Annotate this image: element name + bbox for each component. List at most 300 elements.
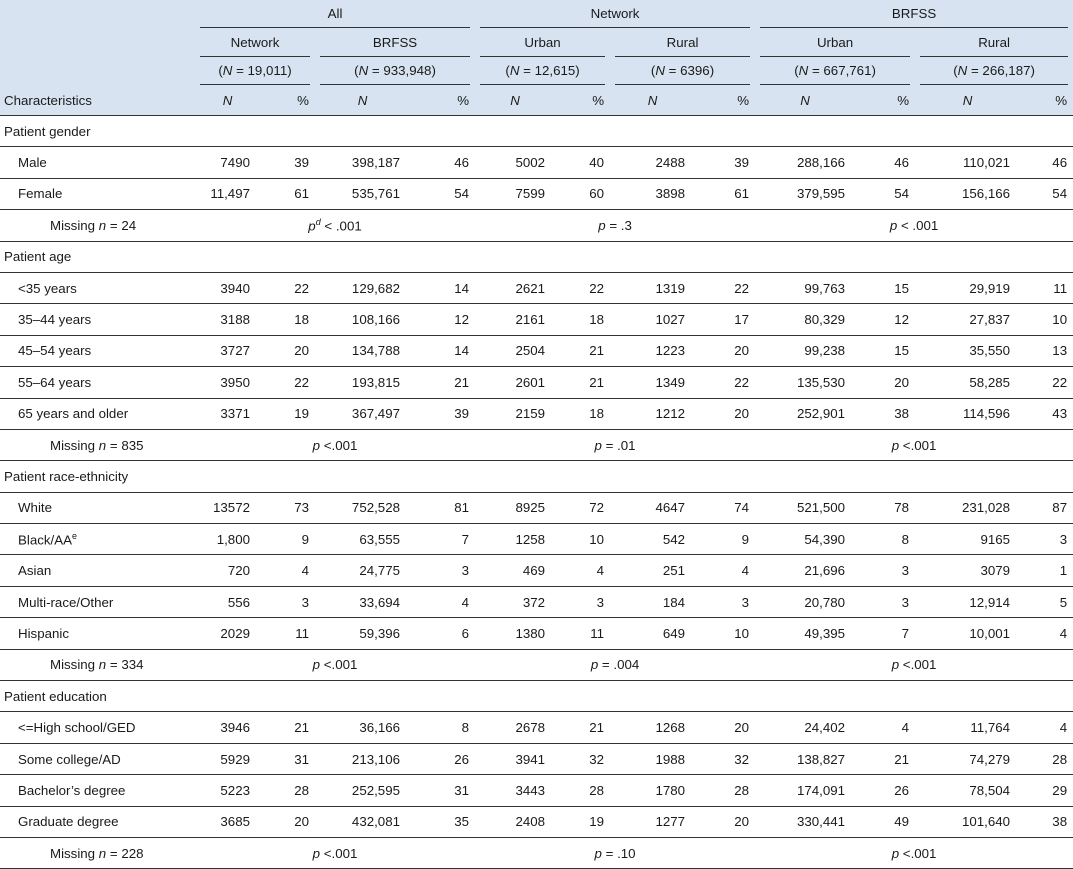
n-cell: 367,497 — [315, 398, 410, 429]
pct-cell: 15 — [855, 335, 915, 366]
missing-count: 24 — [121, 217, 137, 233]
pct-cell: 11 — [555, 618, 610, 649]
pct-cell: 18 — [555, 398, 610, 429]
subgroup-all-network: Network — [200, 30, 310, 57]
n-cell: 1349 — [610, 367, 695, 398]
missing-row — [0, 429, 1073, 460]
col-pct-header: % — [592, 93, 605, 109]
missing-label-cell: Missing n = 228 — [0, 837, 195, 868]
row-label: <=High school/GED — [18, 720, 136, 736]
subgroup-network-rural: Rural — [615, 30, 750, 57]
n-cell: 752,528 — [315, 492, 410, 523]
p-value: = .004 — [598, 657, 640, 673]
row-label-cell — [0, 712, 195, 743]
table-row — [0, 367, 1073, 398]
p-value-all — [195, 429, 475, 460]
pct-cell: 7 — [855, 618, 915, 649]
n-cell: 5002 — [475, 147, 555, 178]
pct-cell: 5 — [1020, 586, 1073, 617]
subgroup-brfss-urban: Urban — [760, 30, 910, 57]
n-cell: 99,238 — [755, 335, 855, 366]
pct-cell: 81 — [410, 492, 475, 523]
pct-cell: 31 — [260, 743, 315, 774]
n-cell: 398,187 — [315, 147, 410, 178]
p-value: <.001 — [320, 657, 358, 673]
n-cell: 80,329 — [755, 304, 855, 335]
p-symbol: p — [590, 657, 599, 673]
pct-cell: 21 — [410, 367, 475, 398]
pct-cell: 10 — [695, 618, 755, 649]
n-cell: 3188 — [195, 304, 260, 335]
row-label: Bachelor’s degree — [18, 782, 126, 798]
table-row — [0, 147, 1073, 178]
n-symbol: N — [798, 63, 809, 79]
pct-cell: 20 — [695, 712, 755, 743]
row-label-cell — [0, 147, 195, 178]
pct-cell: 21 — [855, 743, 915, 774]
row-label: 65 years and older — [18, 406, 129, 422]
row-label: Male — [18, 155, 47, 171]
n-cell: 101,640 — [915, 806, 1020, 837]
pct-cell: 28 — [1020, 743, 1073, 774]
pct-cell: 31 — [410, 775, 475, 806]
sample-size-value: 933,948 — [383, 63, 432, 79]
n-cell: 1319 — [610, 272, 695, 303]
table-row — [0, 178, 1073, 209]
eq-sign: = — [967, 63, 983, 79]
p-value-brfss — [755, 210, 1073, 241]
pct-cell: 9 — [695, 524, 755, 555]
pct-cell: 28 — [260, 775, 315, 806]
pct-cell: 49 — [855, 806, 915, 837]
n-cell: 11,764 — [915, 712, 1020, 743]
sample-size: (N = 6396) — [615, 58, 750, 85]
pct-cell: 21 — [555, 335, 610, 366]
pct-cell: 21 — [555, 712, 610, 743]
p-symbol: p — [891, 845, 900, 861]
n-cell: 27,837 — [915, 304, 1020, 335]
row-label: Hispanic — [18, 625, 69, 641]
n-cell: 9165 — [915, 524, 1020, 555]
sample-size: (N = 667,761) — [760, 58, 910, 85]
pct-cell: 39 — [695, 147, 755, 178]
pct-cell: 1 — [1020, 555, 1073, 586]
n-cell: 54,390 — [755, 524, 855, 555]
pct-cell: 20 — [695, 335, 755, 366]
pct-cell: 26 — [855, 775, 915, 806]
col-pct-header: % — [457, 93, 470, 109]
missing-row — [0, 210, 1073, 241]
pct-cell: 19 — [555, 806, 610, 837]
n-cell: 134,788 — [315, 335, 410, 366]
col-n-header: N — [800, 92, 810, 108]
p-value: = .3 — [605, 217, 632, 233]
pct-cell: 4 — [695, 555, 755, 586]
sample-size-value: 19,011 — [247, 63, 288, 79]
pct-cell: 32 — [555, 743, 610, 774]
missing-count: 228 — [121, 845, 144, 861]
table-row — [0, 555, 1073, 586]
n-cell: 5223 — [195, 775, 260, 806]
row-label-cell — [0, 335, 195, 366]
pct-cell: 46 — [855, 147, 915, 178]
p-value-brfss — [755, 649, 1073, 680]
pct-cell: 38 — [1020, 806, 1073, 837]
missing-label: Missing — [50, 217, 96, 233]
row-label: 45–54 years — [18, 343, 92, 359]
missing-count: 334 — [121, 657, 144, 673]
p-value-network — [475, 837, 755, 868]
row-label: Multi-race/Other — [18, 594, 114, 610]
pct-cell: 72 — [555, 492, 610, 523]
n-cell: 1027 — [610, 304, 695, 335]
p-symbol: p — [891, 657, 900, 673]
pct-cell: 40 — [555, 147, 610, 178]
missing-label-cell: Missing n = 835 — [0, 429, 195, 460]
n-cell: 33,694 — [315, 586, 410, 617]
pct-cell: 8 — [855, 524, 915, 555]
n-cell: 542 — [610, 524, 695, 555]
pct-cell: 14 — [410, 272, 475, 303]
p-value-all — [195, 210, 475, 241]
p-value-all — [195, 837, 475, 868]
pct-cell: 78 — [855, 492, 915, 523]
eq-sign: = — [368, 63, 384, 79]
group-brfss: BRFSS — [760, 1, 1068, 28]
table-row — [0, 743, 1073, 774]
row-label-cell — [0, 304, 195, 335]
p-symbol: p — [598, 217, 606, 233]
n-cell: 1780 — [610, 775, 695, 806]
n-cell: 59,396 — [315, 618, 410, 649]
n-symbol: N — [358, 63, 369, 79]
sample-size-value: 667,761 — [823, 63, 872, 79]
eq-sign: = — [232, 63, 248, 79]
n-cell: 2488 — [610, 147, 695, 178]
pct-cell: 3 — [410, 555, 475, 586]
pct-cell: 87 — [1020, 492, 1073, 523]
pct-cell: 60 — [555, 178, 610, 209]
row-label: 35–44 years — [18, 312, 92, 328]
footnote-marker: d — [315, 217, 321, 228]
pct-cell: 4 — [260, 555, 315, 586]
section-header-row — [0, 461, 1073, 492]
n-cell: 1223 — [610, 335, 695, 366]
pct-cell: 6 — [410, 618, 475, 649]
p-symbol: p — [312, 437, 321, 453]
row-label: Black/AA — [18, 532, 72, 548]
n-letter: n — [98, 217, 107, 233]
p-symbol: p — [594, 437, 602, 453]
pct-cell: 19 — [260, 398, 315, 429]
pct-cell: 32 — [695, 743, 755, 774]
n-letter: n — [98, 657, 107, 673]
col-pct-header: % — [297, 93, 309, 109]
pct-cell: 4 — [555, 555, 610, 586]
n-symbol: N — [655, 63, 665, 79]
missing-label: Missing — [50, 437, 96, 453]
n-cell: 432,081 — [315, 806, 410, 837]
pct-cell: 13 — [1020, 335, 1073, 366]
pct-cell: 14 — [410, 335, 475, 366]
pct-cell: 21 — [260, 712, 315, 743]
pct-cell: 17 — [695, 304, 755, 335]
section-title: Patient age — [0, 241, 1073, 272]
pct-cell: 38 — [855, 398, 915, 429]
row-label-cell — [0, 743, 195, 774]
n-cell: 8925 — [475, 492, 555, 523]
p-value-network — [475, 429, 755, 460]
n-cell: 1380 — [475, 618, 555, 649]
pct-cell: 43 — [1020, 398, 1073, 429]
missing-row — [0, 837, 1073, 868]
subgroup-all-brfss: BRFSS — [320, 30, 470, 57]
row-label: Graduate degree — [18, 814, 119, 830]
table-row — [0, 712, 1073, 743]
n-cell: 7599 — [475, 178, 555, 209]
table-row — [0, 586, 1073, 617]
sample-size: (N = 19,011) — [200, 58, 310, 85]
pct-cell: 20 — [695, 398, 755, 429]
missing-label-cell: Missing n = 24 — [0, 210, 195, 241]
sample-size-value: 266,187 — [982, 63, 1031, 79]
group-network: Network — [480, 1, 750, 28]
n-cell: 174,091 — [755, 775, 855, 806]
n-cell: 2029 — [195, 618, 260, 649]
pct-cell: 3 — [555, 586, 610, 617]
n-cell: 3443 — [475, 775, 555, 806]
pct-cell: 3 — [260, 586, 315, 617]
n-cell: 372 — [475, 586, 555, 617]
sample-size-value: 12,615 — [534, 63, 576, 79]
n-cell: 535,761 — [315, 178, 410, 209]
pct-cell: 4 — [1020, 618, 1073, 649]
n-cell: 114,596 — [915, 398, 1020, 429]
pct-cell: 4 — [410, 586, 475, 617]
p-symbol: p — [889, 217, 898, 233]
characteristics-header: Characteristics — [0, 86, 195, 115]
n-cell: 2504 — [475, 335, 555, 366]
n-cell: 1212 — [610, 398, 695, 429]
section-title: Patient race-ethnicity — [0, 461, 1073, 492]
pct-cell: 54 — [410, 178, 475, 209]
n-cell: 1,800 — [195, 524, 260, 555]
col-n-header: N — [357, 92, 368, 108]
n-cell: 2161 — [475, 304, 555, 335]
row-label-cell — [0, 618, 195, 649]
eq-sign: = — [519, 63, 535, 79]
pct-cell: 73 — [260, 492, 315, 523]
table-header — [0, 0, 1073, 116]
n-cell: 193,815 — [315, 367, 410, 398]
n-cell: 1258 — [475, 524, 555, 555]
section-header-row — [0, 241, 1073, 272]
pct-cell: 7 — [410, 524, 475, 555]
p-value-network — [475, 649, 755, 680]
n-symbol: N — [957, 63, 968, 79]
pct-cell: 39 — [260, 147, 315, 178]
n-cell: 3898 — [610, 178, 695, 209]
n-cell: 138,827 — [755, 743, 855, 774]
pct-cell: 21 — [555, 367, 610, 398]
n-cell: 3079 — [915, 555, 1020, 586]
pct-cell: 3 — [695, 586, 755, 617]
n-cell: 110,021 — [915, 147, 1020, 178]
n-cell: 3946 — [195, 712, 260, 743]
pct-cell: 22 — [260, 367, 315, 398]
pct-cell: 12 — [855, 304, 915, 335]
pct-cell: 4 — [1020, 712, 1073, 743]
sample-size-value: 6396 — [680, 63, 710, 79]
pct-cell: 46 — [410, 147, 475, 178]
p-value: <.001 — [899, 845, 937, 861]
n-cell: 36,166 — [315, 712, 410, 743]
table-row — [0, 524, 1073, 555]
missing-label: Missing — [50, 845, 96, 861]
row-label-cell — [0, 586, 195, 617]
n-cell: 7490 — [195, 147, 260, 178]
row-label-cell — [0, 367, 195, 398]
n-cell: 3371 — [195, 398, 260, 429]
pct-cell: 10 — [1020, 304, 1073, 335]
n-cell: 3941 — [475, 743, 555, 774]
col-pct-header: % — [1055, 93, 1068, 109]
table-row — [0, 272, 1073, 303]
pct-cell: 4 — [855, 712, 915, 743]
sample-size: (N = 12,615) — [480, 58, 605, 85]
col-n-header: N — [222, 92, 233, 108]
n-cell: 58,285 — [915, 367, 1020, 398]
pct-cell: 26 — [410, 743, 475, 774]
pct-cell: 22 — [695, 367, 755, 398]
group-all: All — [200, 1, 470, 28]
pct-cell: 3 — [855, 586, 915, 617]
p-symbol: p — [891, 437, 900, 453]
n-cell: 4647 — [610, 492, 695, 523]
pct-cell: 22 — [1020, 367, 1073, 398]
pct-cell: 28 — [695, 775, 755, 806]
pct-cell: 28 — [555, 775, 610, 806]
n-cell: 379,595 — [755, 178, 855, 209]
p-symbol: p — [312, 845, 321, 861]
table-body — [0, 116, 1073, 869]
n-cell: 12,914 — [915, 586, 1020, 617]
row-label: 55–64 years — [18, 374, 92, 390]
section-title: Patient education — [0, 681, 1073, 712]
p-value: < .001 — [897, 217, 939, 233]
n-cell: 330,441 — [755, 806, 855, 837]
n-cell: 63,555 — [315, 524, 410, 555]
row-label-cell — [0, 806, 195, 837]
pct-cell: 74 — [695, 492, 755, 523]
pct-cell: 3 — [1020, 524, 1073, 555]
section-title: Patient gender — [0, 116, 1073, 147]
col-pct-header: % — [737, 93, 750, 109]
pct-cell: 3 — [855, 555, 915, 586]
eq-sign: = — [664, 63, 681, 79]
n-cell: 288,166 — [755, 147, 855, 178]
pct-cell: 20 — [260, 806, 315, 837]
n-cell: 2601 — [475, 367, 555, 398]
p-value: = .01 — [601, 437, 636, 453]
n-cell: 49,395 — [755, 618, 855, 649]
sample-size: (N = 933,948) — [320, 58, 470, 85]
p-value: < .001 — [320, 218, 362, 234]
p-symbol: p — [594, 845, 602, 861]
pct-cell: 54 — [855, 178, 915, 209]
row-label: White — [18, 500, 52, 516]
missing-label-cell: Missing n = 334 — [0, 649, 195, 680]
table-row — [0, 806, 1073, 837]
n-cell: 3950 — [195, 367, 260, 398]
row-label-cell — [0, 178, 195, 209]
table-row — [0, 398, 1073, 429]
n-cell: 252,901 — [755, 398, 855, 429]
pct-cell: 61 — [260, 178, 315, 209]
n-cell: 2621 — [475, 272, 555, 303]
eq-sign: = — [808, 63, 824, 79]
pct-cell: 35 — [410, 806, 475, 837]
n-cell: 649 — [610, 618, 695, 649]
p-value: <.001 — [899, 657, 937, 673]
n-cell: 21,696 — [755, 555, 855, 586]
pct-cell: 18 — [260, 304, 315, 335]
table-row — [0, 335, 1073, 366]
n-cell: 720 — [195, 555, 260, 586]
row-label-cell — [0, 398, 195, 429]
n-cell: 2678 — [475, 712, 555, 743]
section-header-row — [0, 681, 1073, 712]
n-cell: 10,001 — [915, 618, 1020, 649]
n-cell: 3940 — [195, 272, 260, 303]
footnote-marker: e — [71, 531, 77, 542]
subgroup-network-urban: Urban — [480, 30, 605, 57]
sample-size: (N = 266,187) — [920, 58, 1068, 85]
n-cell: 521,500 — [755, 492, 855, 523]
pct-cell: 29 — [1020, 775, 1073, 806]
p-value: <.001 — [899, 437, 937, 453]
n-cell: 5929 — [195, 743, 260, 774]
missing-label: Missing — [50, 657, 96, 673]
n-cell: 35,550 — [915, 335, 1020, 366]
pct-cell: 61 — [695, 178, 755, 209]
pct-cell: 39 — [410, 398, 475, 429]
pct-cell: 12 — [410, 304, 475, 335]
n-cell: 2408 — [475, 806, 555, 837]
section-header-row — [0, 116, 1073, 147]
pct-cell: 9 — [260, 524, 315, 555]
n-cell: 108,166 — [315, 304, 410, 335]
n-cell: 78,504 — [915, 775, 1020, 806]
missing-count: 835 — [121, 437, 144, 453]
missing-row — [0, 649, 1073, 680]
n-cell: 469 — [475, 555, 555, 586]
pct-cell: 20 — [260, 335, 315, 366]
n-cell: 74,279 — [915, 743, 1020, 774]
n-cell: 3727 — [195, 335, 260, 366]
n-cell: 29,919 — [915, 272, 1020, 303]
table-row — [0, 304, 1073, 335]
p-value: = .10 — [601, 845, 636, 861]
p-value: <.001 — [320, 845, 358, 861]
row-label: Asian — [18, 563, 52, 579]
row-label-cell — [0, 775, 195, 806]
pct-cell: 11 — [260, 618, 315, 649]
n-symbol: N — [509, 63, 520, 79]
n-cell: 1277 — [610, 806, 695, 837]
pct-cell: 54 — [1020, 178, 1073, 209]
n-cell: 184 — [610, 586, 695, 617]
